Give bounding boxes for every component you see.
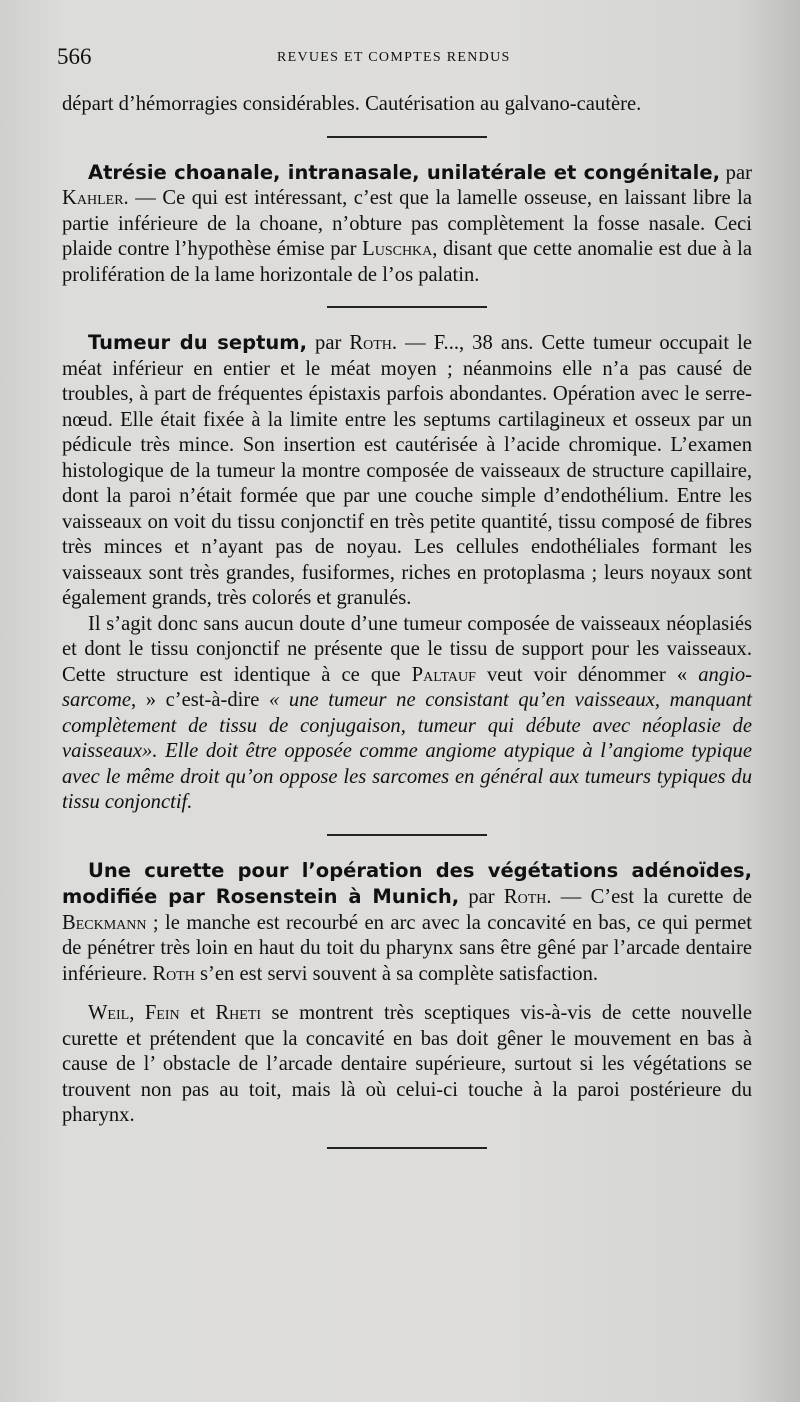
body-text [62,92,752,1171]
cited-author: Fein [144,1002,180,1024]
author-name: Roth [503,886,547,908]
article-curette [62,858,752,988]
article-title: Tumeur du septum, [88,331,308,354]
running-head: REVUES ET COMPTES RENDUS [277,50,511,65]
italic-term: angio-sarcome [62,663,752,711]
paragraph-gap [62,987,752,1001]
cited-author: Weil [88,1002,130,1024]
article-text: . — C’est la curette de [546,886,753,908]
article-title: Une curette pour l’opération des végétations adénoïdes, modifiée par Rosenstein à Munich, [62,858,752,908]
separator: et [179,1002,216,1024]
article-text: Il s’agit donc sans aucun doute d’une tumeur composée de vaisseaux néoplasiés et dont le tissu conjonctif ne présente que le tissu de support pour les vaisseaux. Cette structure est identique à ce que [62,612,752,686]
page-number: 566 [57,44,92,69]
section-divider [327,1147,487,1149]
separator: , [129,1002,145,1024]
article-tumeur-paragraph-2 [62,612,752,816]
article-text: veut voir dénommer « [475,663,699,686]
article-text: s’en est servi souvent à sa complète satisfaction. [194,962,599,985]
cited-author: Rheti [215,1002,262,1024]
author-name: Kahler [62,187,124,209]
article-text: se montrent très sceptiques vis-à-vis de cette nouvelle curette et prétendent que la concavité en bas doit gêner le mouvement en bas à cause de l’ obstacle de l’arcade dentaire supérieure, surtout si les végétations se trouvent non pas au toit, mais là où celui-ci touche à la paroi postérieure du pharynx. [62,1002,752,1126]
article-curette-paragraph-2 [62,1001,752,1129]
italic-quotation: « une tumeur ne consistant qu’en vaisseaux, manquant complètement de tissu de conjugaison, tumeur qui débute avec néoplasie de vaisseaux». Elle doit être opposée comme angiome atypique à l’angiome typique avec le même droit qu’on oppose les sarcomes en général aux tumeurs typiques du tissu conjonctif. [62,689,752,813]
section-divider [327,834,487,836]
article-atresie [62,160,752,289]
section-divider [327,136,487,138]
cited-author: Roth [152,962,195,985]
par-word: par [720,161,752,184]
cited-author: Luschka [362,238,433,260]
article-text: ; le manche est recourbé en arc avec la concavité en bas, ce qui permet de pénétrer très loin en haut du toit du pharynx sans être gêné par l’arcade dentaire inférieure. [62,911,752,985]
article-title: Atrésie choanale, intranasale, unilatérale et congénitale, [88,160,720,184]
article-tumeur [62,330,752,612]
article-text: , disant que cette anomalie est due à la prolifération de la lame horizontale de l’os palatin. [62,238,752,286]
article-text: . — Ce qui est intéressant, c’est que la lamelle osseuse, en laissant libre la partie inférieure de la choane, n’obture pas complètement la fosse nasale. Ceci plaide contre l’hypothèse émise par [62,187,752,260]
article-text: , » c’est-à-dire [131,689,269,711]
section-divider [327,306,487,308]
author-name: Roth [349,332,392,354]
page-header [57,44,743,74]
cited-author: Beckmann [62,911,147,934]
cited-author: Paltauf [411,663,476,686]
par-word: par [459,886,504,908]
par-word: par [307,332,350,354]
article-text: . — F..., 38 ans. Cette tumeur occupait le méat inférieur en entier et le méat moyen ; néanmoins elle n’a pas causé de troubles, à part de fréquentes épistaxis parfois abondantes. Opération avec le serre-nœud. Elle était fixée à la limite entre les septums cartilagineux et osseux par un pédicule très mince. Son insertion est cautérisée à l’acide chromique. L’examen histologique de la tumeur la montre composée de vaisseaux de structure capillaire, dont la paroi n’était formée que par une couche simple d’endothélium. Entre les vaisseaux on voit du tissu conjonctif en très petite quantité, tissu composé de fibres très minces et n’ayant pas de noyau. Les cellules endothéliales formant les vaisseaux sont très grandes, fusiformes, riches en protoplasma ; leurs noyaux sont également grands, très colorés et granulés. [62,332,752,609]
continuation-paragraph: départ d’hémorragies considérables. Cautérisation au galvano-cautère. [62,93,642,115]
